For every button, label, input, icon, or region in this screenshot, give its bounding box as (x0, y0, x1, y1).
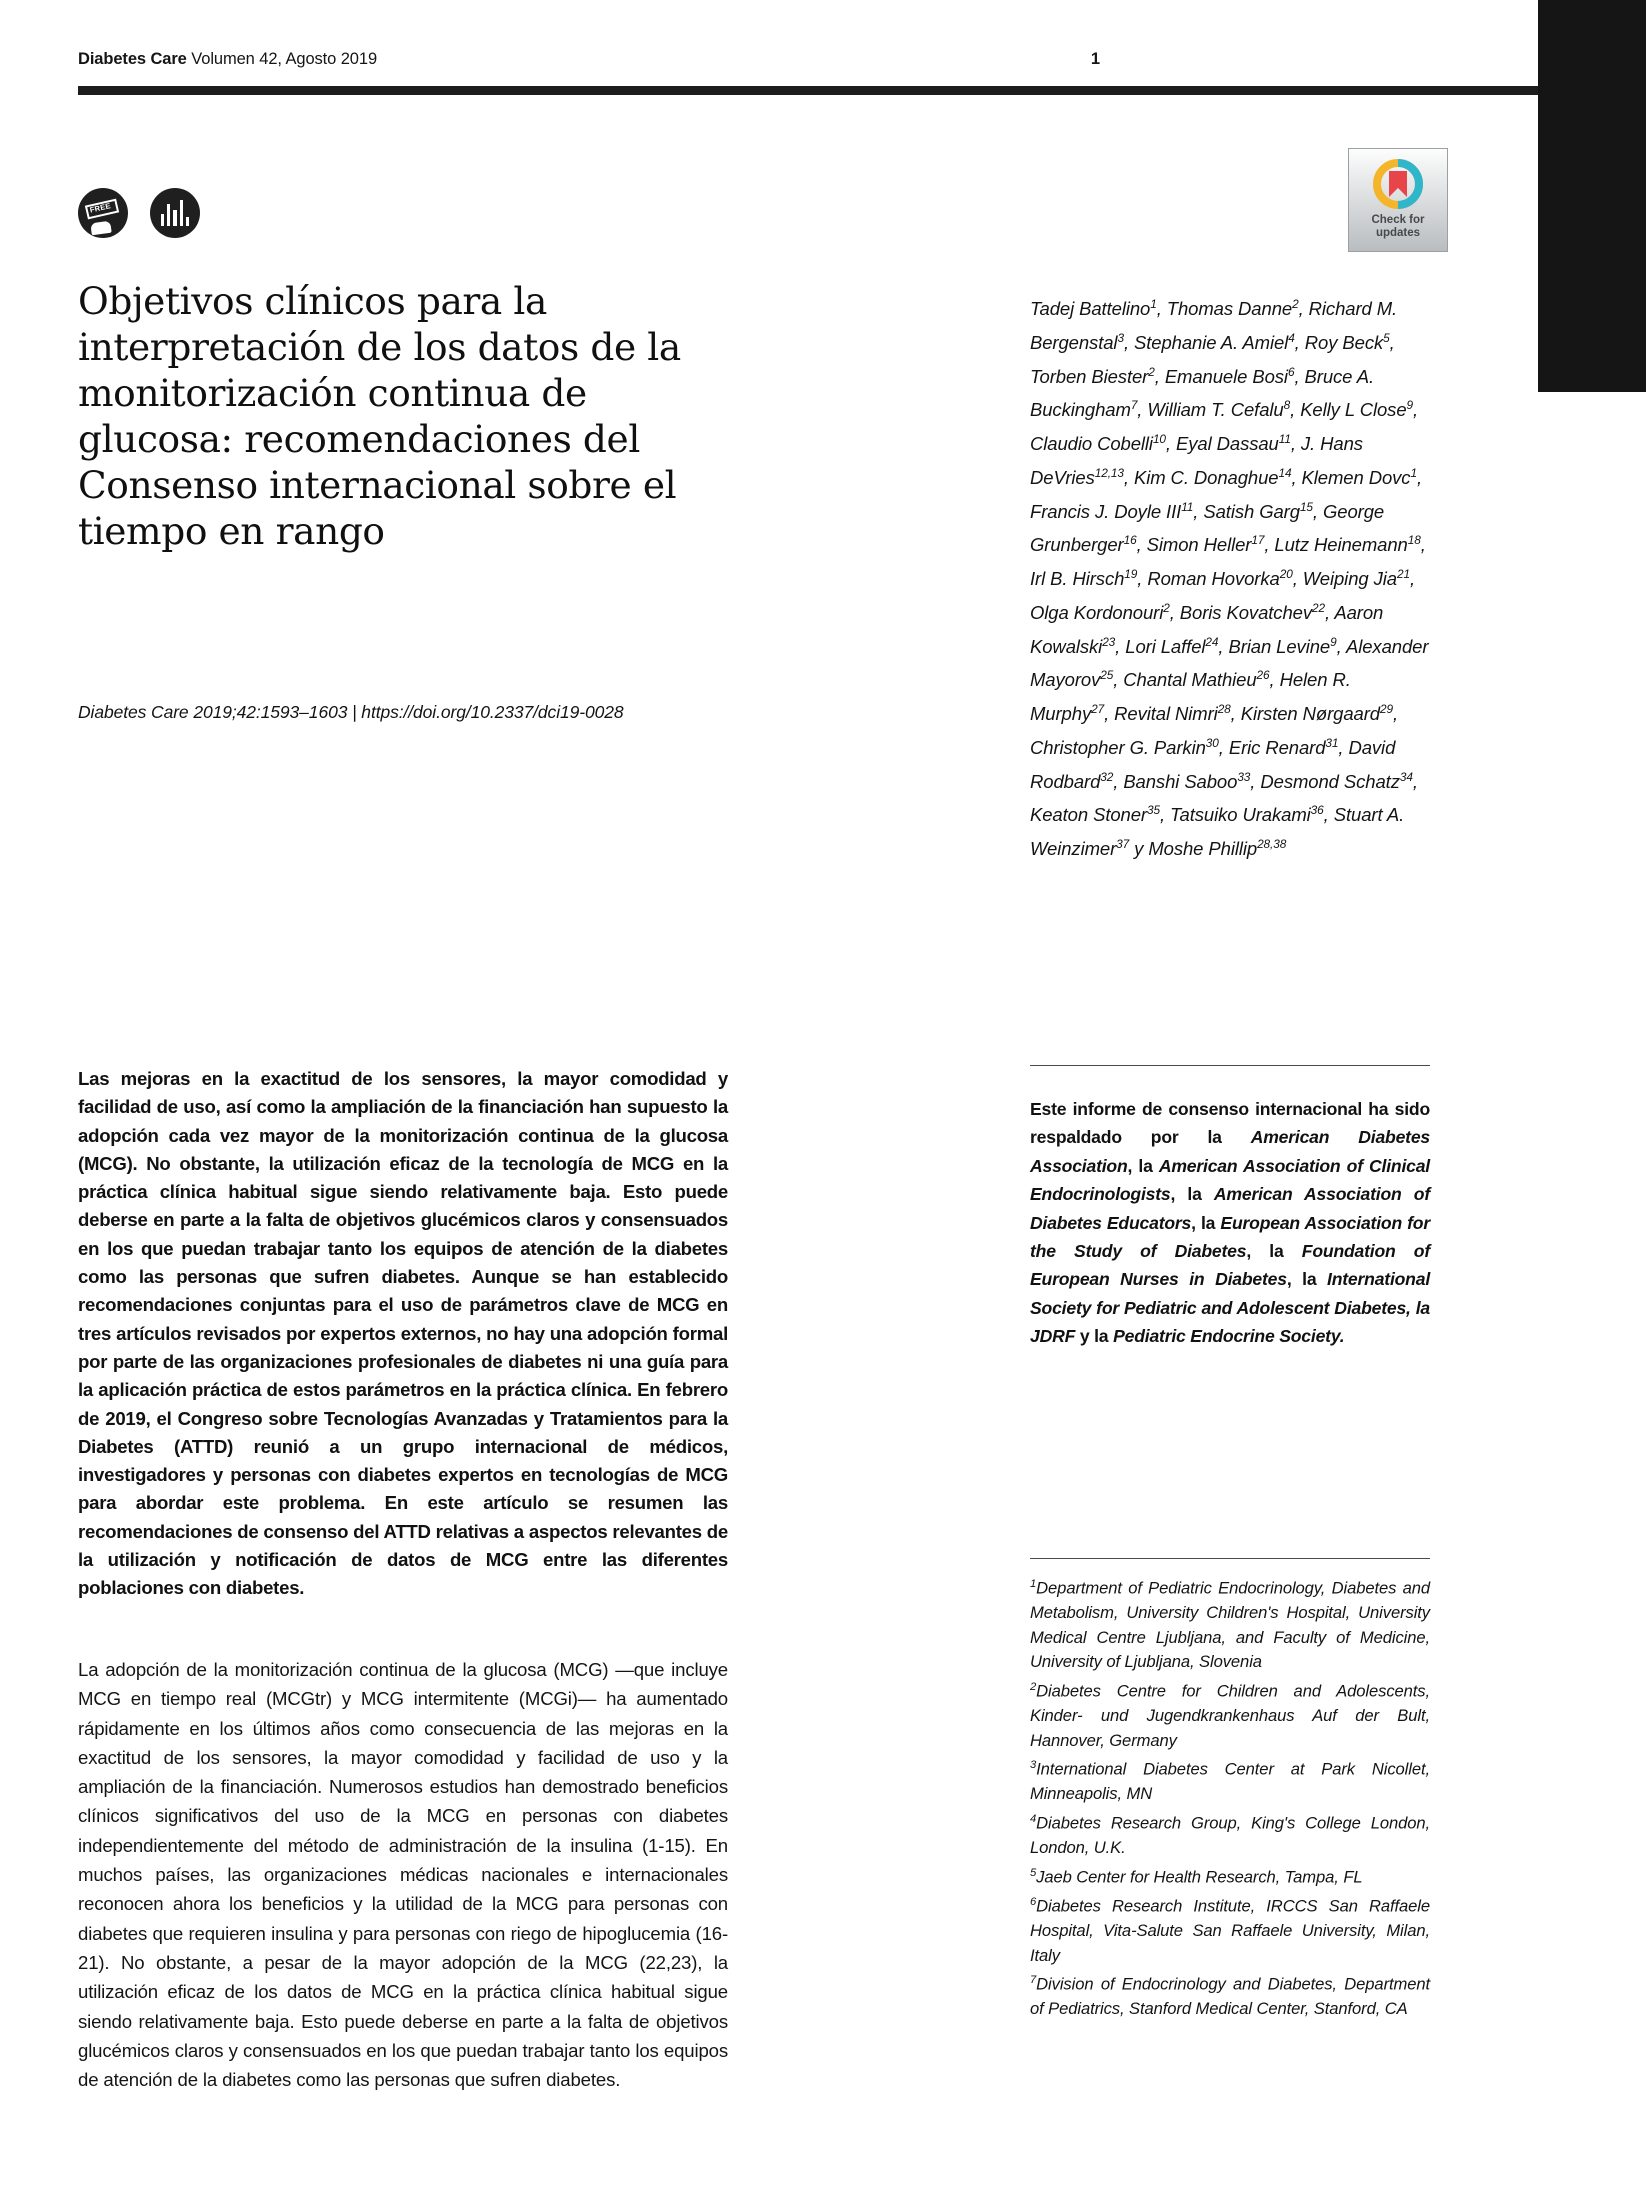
journal-name: Diabetes Care (78, 50, 187, 68)
affiliations-list (1030, 1572, 1430, 2022)
affiliation-item: $^1$Department of Pediatric Endocrinology, Diabetes and Metabolism, University Children's Hospital, University Medical Centre Ljubljana, and Faculty of Medicine, University of Ljubljana, Slovenia (1030, 1578, 1430, 1672)
affiliation-item: $^6$Diabetes Research Institute, IRCCS San Raffaele Hospital, Vita-Salute San Raffaele University, Milan, Italy (1030, 1895, 1430, 1965)
abstract-text: Las mejoras en la exactitud de los sensores, la mayor comodidad y facilidad de uso, así como la ampliación de la financiación han supuesto la adopción cada vez mayor de la monitorización continua de la glucosa (MCG). No obstante, la utilización eficaz de la tecnología de MCG en la práctica clínica habitual sigue siendo relativamente baja. Esto puede deberse en parte a la falta de objetivos glucémicos claros y consensuados en los que puedan trabajar tanto los equipos de atención de la diabetes como las personas que sufren diabetes. Aunque se han establecido recomendaciones conjuntas para el uso de parámetros clave de MCG en tres artículos revisados por expertos externos, no hay una adopción formal por parte de las organizaciones profesionales de diabetes ni una guía para la aplicación práctica de estos parámetros en la práctica clínica. En febrero de 2019, el Congreso sobre Tecnologías Avanzadas y Tratamientos para la Diabetes (ATTD) reunió a un grupo internacional de médicos, investigadores y personas con diabetes expertos en tecnologías de MCG para abordar este problema. En este artículo se resumen las recomendaciones de consenso del ATTD relativas a aspectos relevantes de la utilización y notificación de datos de MCG entre las diferentes poblaciones con diabetes. (78, 1068, 728, 1599)
running-head (78, 50, 1100, 69)
affiliation-item: $^5$Jaeb Center for Health Research, Tampa, FL (1030, 1866, 1363, 1887)
crossmark-label-line1: Check for (1371, 214, 1425, 226)
bar-chart-metrics-icon (150, 188, 200, 238)
crossmark-ring-icon (1369, 155, 1427, 213)
endorsement-rule (1030, 1065, 1430, 1066)
affiliation-item: $^7$Division of Endocrinology and Diabetes, Department of Pediatrics, Stanford Medical Center, Stanford, CA (1030, 1974, 1430, 2019)
article-citation-doi[interactable]: Diabetes Care 2019;42:1593–1603 | https://doi.org/10.2337/dci19-0028 (78, 702, 624, 722)
author-list: Tadej Battelino$^1$, Thomas Danne$^2$, Richard M. Bergenstal$^3$, Stephanie A. Amiel$^4$, Roy Beck$^5$, Torben Biester$^2$, Emanuele Bosi$^6$, Bruce A. Buckingham$^7$, William T. Cefalu$^8$, Kelly L Close$^9$, Claudio Cobelli$^{10}$, Eyal Dassau$^{11}$, J. Hans DeVries$^{12,13}$, Kim C. Donaghue$^{14}$, Klemen Dovc$^1$, Francis J. Doyle III$^{11}$, Satish Garg$^{15}$, George Grunberger$^{16}$, Simon Heller$^{17}$, Lutz Heinemann$^{18}$, Irl B. Hirsch$^{19}$, Roman Hovorka$^{20}$, Weiping Jia$^{21}$, Olga Kordonouri$^2$, Boris Kovatchev$^{22}$, Aaron Kowalski$^{23}$, Lori Laffel$^{24}$, Brian Levine$^9$, Alexander Mayorov$^{25}$, Chantal Mathieu$^{26}$, Helen R. Murphy$^{27}$, Revital Nimri$^{28}$, Kirsten Nørgaard$^{29}$, Christopher G. Parkin$^{30}$, Eric Renard$^{31}$, David Rodbard$^{32}$, Banshi Saboo$^{33}$, Desmond Schatz$^{34}$, Keaton Stoner$^{35}$, Tatsuiko Urakami$^{36}$, Stuart A. Weinzimer$^{37}$ y Moshe Phillip$^{28,38}$ (1030, 297, 1429, 860)
endorsement-statement: Este informe de consenso internacional ha sido respaldado por la American Diabetes Association, la American Association of Clinical Endocrinologists, la American Association of Diabetes Educators, la European Association for the Study of Diabetes, la Foundation of European Nurses in Diabetes, la International Society for Pediatric and Adolescent Diabetes, la JDRF y la Pediatric Endocrine Society. (1030, 1099, 1431, 1347)
crossmark-label-line2: updates (1375, 226, 1421, 239)
affiliations-rule (1030, 1558, 1430, 1559)
article-badges (78, 188, 200, 238)
journal-volume-issue: Volumen 42, Agosto 2019 (186, 50, 378, 68)
page-number: 1 (1090, 50, 1100, 68)
affiliation-item: $^4$Diabetes Research Group, King's College London, London, U.K. (1030, 1812, 1430, 1858)
article-title: Objetivos clínicos para la interpretación de los datos de la monitorización continua de glucosa: recomendaciones del Consenso internacional sobre el tiempo en rango (78, 279, 681, 553)
affiliation-item: $^3$International Diabetes Center at Park Nicollet, Minneapolis, MN (1030, 1759, 1430, 1804)
header-rule (78, 86, 1538, 95)
free-open-access-icon (78, 188, 128, 238)
section-rail (1538, 0, 1646, 392)
crossmark-check-for-updates-button[interactable] (1348, 148, 1448, 252)
body-paragraph-1: La adopción de la monitorización continua de la glucosa (MCG) —que incluye MCG en tiempo real (MCGtr) y MCG intermitente (MCGi)— ha aumentado rápidamente en los últimos años como consecuencia de las mejoras en la exactitud de los sensores, la mayor comodidad y facilidad de uso y la ampliación de la financiación. Numerosos estudios han demostrado beneficios clínicos significativos del uso de la MCG en personas con diabetes independientemente del método de administración de la insulina (1-15). En muchos países, las organizaciones médicas nacionales e internacionales reconocen ahora los beneficios y la utilidad de la MCG para personas con diabetes que requieren insulina y para personas con riego de hipoglucemia (16-21). No obstante, a pesar de la mayor adopción de la MCG (22,23), la utilización eficaz de los datos de MCG en la práctica clínica habitual sigue siendo relativamente baja. Esto puede deberse en parte a la falta de objetivos glucémicos claros y consensuados en los que puedan trabajar tanto los equipos de atención de la diabetes como las personas que sufren diabetes. (78, 1659, 728, 2091)
affiliation-item: $^2$Diabetes Centre for Children and Adolescents, Kinder- und Jugendkrankenhaus Auf der Bult, Hannover, Germany (1030, 1680, 1430, 1750)
